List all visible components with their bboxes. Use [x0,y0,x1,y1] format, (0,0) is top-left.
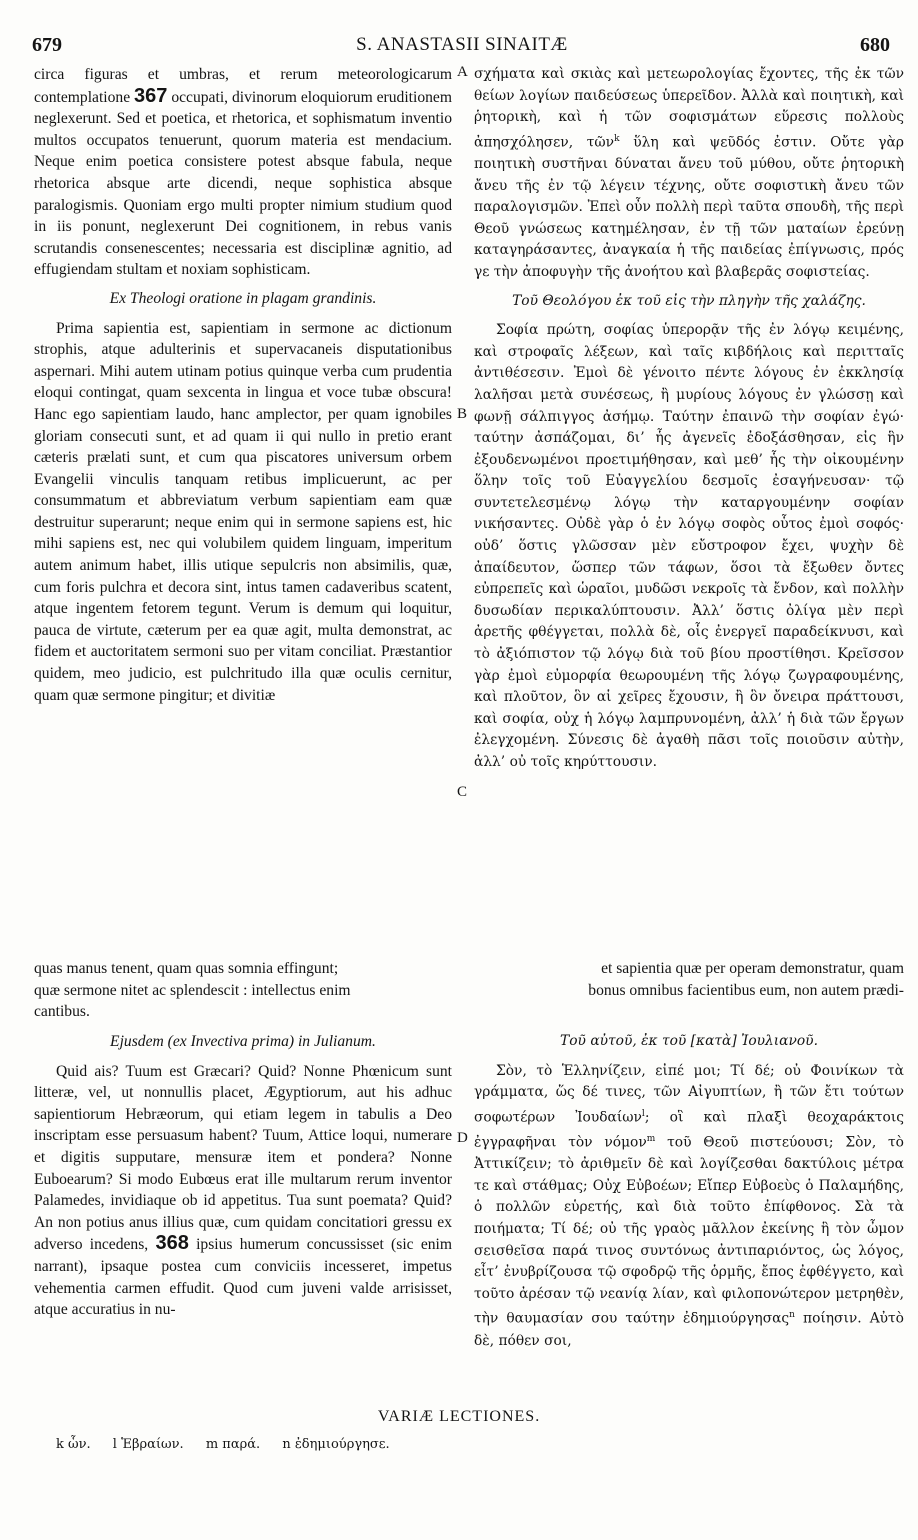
section-marker-b: B [457,406,468,422]
variant-note: k ὧν. [56,1437,91,1452]
variae-lectiones-notes [56,1437,408,1452]
latin-paragraph-1: circa figuras et umbras, et rerum meteorologicarum contemplatione 367 occupati, divinorum eloquiorum eruditionem neglexerunt. Sed et poetica, et rhetorica, et sophismatum inventio multos occupatos tenuerunt, quorum materia est mendacium. Neque enim poetica consistere potest absque fabula, neque rhetorica absque arte dicendi, neque sophistica absque paralogismis. Quoniam ergo multi propter nimium studium quod in iis ponunt, neglexerunt Dei cognitionem, in rebus vanis scrutandis consenescentes; necessaria est disciplinæ agnitio, ad effugiendam stultam et noxiam sophisticam. [34,66,452,279]
latin-column-upper [34,64,452,706]
margin-number-367: 367 [134,84,168,107]
page-header [30,34,894,60]
latin-paragraph-2: Prima sapientia est, sapientiam in sermone ac dictionum strophis, atque adulterinis et supervacaneis disputationibus aspernari. Mihi autem utinam potius quinque verba cum prudentia eloqui contingat, quam sexcenta in lingua et voce tubæ obscura! Hanc ego sapientiam laudo, hanc amplector, per quam ignobiles gloriam consecuti sunt, et ad quam ii qui nullo in pretio erant cæteris prælati sunt, et cum qua piscatores universum orbem Evangelii vinculis tanquam retibus implicuerunt, ac per consummatum et abbreviatum verbum sapientiam eam quæ destruitur superarunt; neque enim qui in sermone sapiens est, hic mihi sapiens est, nec qui volubilem quidem linguam, imperitum autem animum habet, illis utique sepulcris non absimilis, quæ, cum foris pulchra et decora sint, intus tamen cadaveribus scatent, atque ingentem fetorem tegunt. Verum is demum qui loquitur, pauca de virtute, cæterum per ea quæ agit, multa demonstrat, ac fidem et auctoritatem sermoni suo per vitam conciliat. Præstantior quidem, meo judicio, est pulchritudo illa quæ oculis cernitur, quam quæ sermone pingitur; et divitiæ [34,319,452,704]
running-title: S. ANASTASII SINAITÆ [356,34,568,55]
full-width-lines: quas manus tenent, quam quas somnia effingunt; et sapientia quæ per operam demonstratur, quam quæ sermone nitet ac splendescit : intellectus enim bonus omnibus facientibus eum, non autem prædi- cantibus. [34,960,904,1021]
margin-number-368: 368 [155,1232,189,1255]
latin-paragraph-3: Quid ais? Tuum est Græcari? Quid? Nonne Phœnicum sunt litteræ, vel, ut nonnullis placet, Ægyptiorum, aut his adhuc sapientiorum Hebræorum, qui etiam legem in tabulis a Deo inscriptam esse persuasum habent? Tuum, Attice loqui, numerare et digitis supputare, mensuræ item et pondera? Nonne Euboearum? Si modo Eubœus erat ille multarum rerum inventor Palamedes, invidiaque ob id appetitus. Tua sunt poemata? Quid? An non potius anus illius quæ, cum quidam concitatiori gressu ex adverso incedens, 368 ipsius humerum concussisset (sic enim narrant), ipsaque postea cum conviciis incesseret, impetus vehementia carmen effudit. Quod cum juveni valde arrisisset, atque accuratius in nu- [34,1062,452,1319]
greek-paragraph-1: σχήματα καὶ σκιὰς καὶ μετεωρολογίας ἔχοντες, τῆς ἐκ τῶν θείων λογίων παιδεύσεως ὑπερεῖδον. Ἀλλὰ καὶ ποιητικὴ, καὶ ῥητορικὴ, καὶ ἡ τῶν σοφισμάτων εὕρεσις πολλοὺς ἀπησχόλησεν, τῶν$^k$ ὕλη καὶ ψεῦδός ἐστιν. Οὔτε γὰρ ποιητικὴ συστῆναι δύναται ἄνευ τοῦ μύθου, οὔτε ῥητορικὴ ἄνευ τῆς ἐν τῷ λέγειν τέχνης, οὔτε σοφιστικὴ ἄνευ τῶν παραλογισμῶν. Ἐπεὶ οὖν πολλὴ περὶ ταῦτα σπουδὴ, τῆς περὶ Θεοῦ γνώσεως κατημέλησαν, ἐν τῇ τῶν ματαίων ἐρεύνῃ καταγηράσαντες, ἀναγκαία ἡ τῆς παιδείας ἐπίγνωσις, πρός γε τὴν ἀποφυγὴν τῆς ἀνοήτου καὶ βλαβερᾶς σοφιστείας. [474,66,904,280]
variant-note: n ἐδημιούργησε. [282,1437,390,1452]
greek-column-lower [474,1024,904,1352]
greek-paragraph-3: Σὸν, τὸ Ἑλληνίζειν, εἰπέ μοι; Τί δέ; οὐ Φοινίκων τὰ γράμματα, ὥς δέ τινες, τῶν Αἰγυπτίων, ἢ τῶν ἔτι τούτων σοφωτέρων Ἰουδαίων$^l$; οἳ καὶ πλαξὶ θεοχαράκτοις ἐγγραφῆναι τὸν νόμον$^m$ τοῦ Θεοῦ πιστεύουσι; Σὸν, τὸ Ἀττικίζειν; τὸ ἀριθμεῖν δὲ καὶ λογίζεσθαι δακτύλοις μέτρα τε καὶ στάθμας; Οὐχ Εὐβοέων; Εἴπερ Εὐβοεὺς ὁ Παλαμήδης, ὁ πολλῶν εὑρετής, καὶ διὰ τοῦτο ἐπίφθονος. Σὰ τὰ ποιήματα; Τί δέ; οὐ τῆς γραὸς μᾶλλον ἐκείνης ἣ τὸν ὦμον σεισθεῖσα παρά τινος συντόνως ἀντιπαριόντος, ὡς λόγος, εἶτ’ ἐνυβρίζουσα τῷ σφοδρῷ τῆς ὁρμῆς, ἔπος ἐφθέγγετο, καὶ τοῦτο ἀρέσαν τῷ νεανίᾳ λίαν, καὶ φιλοπονώτερον μετρηθὲν, τὴν θαυμασίαν σου ταύτην ἐδημιούργησας$^n$ ποίησιν. Αὐτὸ δὲ, πόθεν σοι, [474,1062,904,1349]
latin-column-lower [34,1024,452,1321]
greek-column-upper [474,64,904,774]
section-marker-c: C [457,784,468,800]
variant-note: l Ἑβραίων. [112,1437,184,1452]
section-marker-d: D [457,1130,468,1146]
latin-caption-2: Ejusdem (ex Invectiva prima) in Julianum. [110,1033,376,1050]
latin-caption-1: Ex Theologi oratione in plagam grandinis. [109,289,377,307]
variant-note: m παρά. [205,1437,261,1452]
section-marker-a: A [457,64,468,80]
greek-caption-2: Τοῦ αὐτοῦ, ἐκ τοῦ [κατὰ] Ἰουλιανοῦ. [560,1033,818,1049]
greek-paragraph-2: Σοφία πρώτη, σοφίας ὑπερορᾷν τῆς ἐν λόγῳ κειμένης, καὶ στροφαῖς λέξεων, καὶ ταῖς κιβδήλοις καὶ περιτταῖς ἀντιθέσεσιν. Ἐμοὶ δὲ γένοιτο πέντε λόγους ἐν ἐκκλησίᾳ λαλῆσαι μετὰ συνέσεως, ἢ μυρίους λόγους ἐν γλώσσῃ καὶ φωνῇ σάλπιγγος ἀσήμῳ. Ταύτην ἐπαινῶ τὴν σοφίαν ἐγώ· ταύτην ἀσπάζομαι, δι’ ἧς ἀγενεῖς ἐδοξάσθησαν, εἰς ἣν ἐξουδενωμένοι προετιμήθησαν, καὶ μεθ’ ἧς τὴν οἰκουμένην ὅλην τοῖς τοῦ Εὐαγγελίου δεσμοῖς ἐσαγήνευσαν· τῷ συντετελεσμένῳ λόγῳ τὴν καταργουμένην σοφίαν νικήσαντες. Οὐδὲ γὰρ ὁ ἐν λόγῳ σοφὸς οὗτος ἐμοὶ σοφός· οὐδ’ ὅστις γλῶσσαν μὲν εὔστροφον ἔχει, ψυχὴν δὲ ἀπαίδευτον, ὥσπερ τῶν τάφων, ὅσοι τὰ ἔξωθεν ὄντες εὐπρεπεῖς καὶ ὡραῖοι, μυδῶσι νεκροῖς τὰ ἔνδον, καὶ πολλὴν δυσωδίαν περικαλύπτουσιν. Ἀλλ’ ὅστις ὀλίγα μὲν περὶ ἀρετῆς φθέγγεται, πολλὰ δὲ, οἷς ἐνεργεῖ παραδείκνυσι, καὶ τὸ ἀξιόπιστον τῷ λόγῳ διὰ τοῦ βίου προστίθησι. Κρεῖσσον γὰρ ἐμοὶ εὐμορφία θεωρουμένη τῆς λόγῳ ζωγραφουμένης, καὶ πλοῦτον, ὃν αἱ χεῖρες ἔχουσιν, ἢ ὃν ὄνειρα πράττουσι, καὶ σοφία, οὐχ ἡ λόγῳ λαμπρυνομένη, ἀλλ’ ἡ διὰ τῶν ἔργων ἐλεγχομένη. Σύνεσις δὲ ἀγαθὴ πᾶσι τοῖς ποιοῦσιν αὐτὴν, ἀλλ’ οὐ τοῖς κηρύττουσιν. [474,322,904,770]
page-number-left: 679 [32,34,62,56]
variae-lectiones-title: VARIÆ LECTIONES. [377,1408,541,1425]
greek-caption-1: Τοῦ Θεολόγου ἐκ τοῦ εἰς τὴν πληγὴν τῆς χαλάζης. [512,292,866,309]
page-number-right: 680 [860,34,890,56]
